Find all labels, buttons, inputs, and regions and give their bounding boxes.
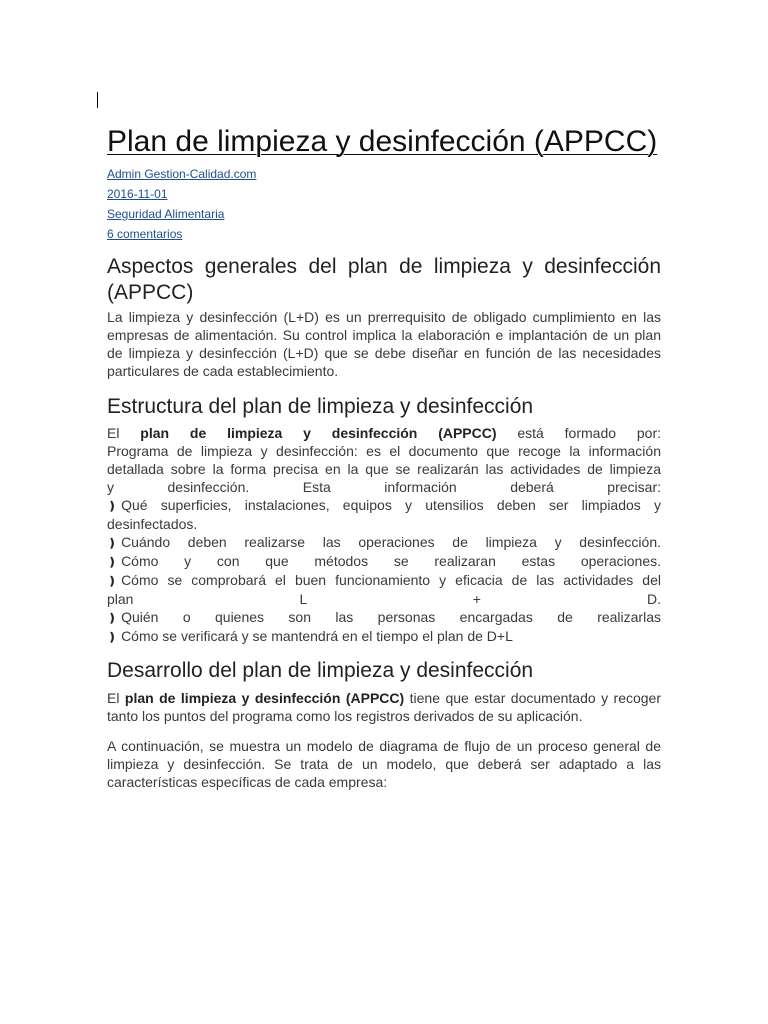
date-link[interactable]: 2016-11-01: [107, 187, 168, 201]
bullet-icon: ❫: [107, 555, 118, 569]
bullet-item-continuation: plan L + D.: [107, 591, 661, 607]
bullet-item: ❫ Cómo se verificará y se mantendrá en el tiempo el plan de D+L: [107, 628, 513, 644]
article-meta: [107, 164, 661, 244]
estructura-line-4: y desinfección. Esta información deberá precisar:: [107, 479, 661, 495]
section-heading-aspectos: Aspectos generales del plan de limpieza y desinfección (APPCC): [107, 255, 661, 304]
category-link[interactable]: Seguridad Alimentaria: [107, 207, 225, 221]
author-link[interactable]: Admin Gestion-Calidad.com: [107, 167, 257, 181]
bullet-icon: ❫: [107, 611, 118, 625]
comments-link[interactable]: 6 comentarios: [107, 227, 183, 241]
bullet-icon: ❫: [107, 574, 118, 588]
bullet-icon: ❫: [107, 536, 118, 550]
estructura-line-1: El plan de limpieza y desinfección (APPCC) está formado por:: [107, 425, 661, 441]
section-body-aspectos: La limpieza y desinfección (L+D) es un prerrequisito de obligado cumplimiento en las empresas de alimentación. Su control implica la elaboración e implantación de un plan de limpieza y desinfección (L+D) que se debe diseñar en función de las necesidades particulares de cada establecimiento.: [107, 309, 661, 379]
bullet-icon: ❫: [107, 630, 118, 644]
section-body-estructura: [107, 424, 661, 646]
estructura-line-3: detallada sobre la forma precisa en la que se realizarán las actividades de limpieza: [107, 461, 661, 477]
bullet-item: ❫ Cuándo deben realizarse las operaciones de limpieza y desinfección.: [107, 534, 661, 550]
section-heading-desarrollo: Desarrollo del plan de limpieza y desinfección: [107, 659, 534, 682]
bullet-item: ❫ Cómo se comprobará el buen funcionamiento y eficacia de las actividades del: [107, 572, 661, 588]
bullet-item: ❫ Cómo y con que métodos se realizaran estas operaciones.: [107, 553, 661, 569]
bullet-icon: ❫: [107, 499, 118, 513]
text-cursor: [97, 92, 98, 108]
estructura-line-2: Programa de limpieza y desinfección: es el documento que recoge la información: [107, 443, 661, 459]
bullet-item: ❫ Quién o quienes son las personas encargadas de realizarlas: [107, 609, 661, 625]
section-body-desarrollo-2: A continuación, se muestra un modelo de diagrama de flujo de un proceso general de limpieza y desinfección. Se trata de un modelo, que deberá ser adaptado a las características específicas de cada empresa:: [107, 738, 661, 790]
section-body-desarrollo-1: El plan de limpieza y desinfección (APPCC) tiene que estar documentado y recoger tanto los puntos del programa como los registros derivados de su aplicación.: [107, 690, 662, 724]
article-title: Plan de limpieza y desinfección (APPCC): [107, 125, 658, 158]
section-heading-estructura: Estructura del plan de limpieza y desinfección: [107, 395, 534, 418]
article: [107, 124, 661, 791]
bullet-item-continuation: desinfectados.: [107, 516, 198, 532]
bullet-item: ❫ Qué superficies, instalaciones, equipos y utensilios deben ser limpiados y: [107, 497, 661, 513]
